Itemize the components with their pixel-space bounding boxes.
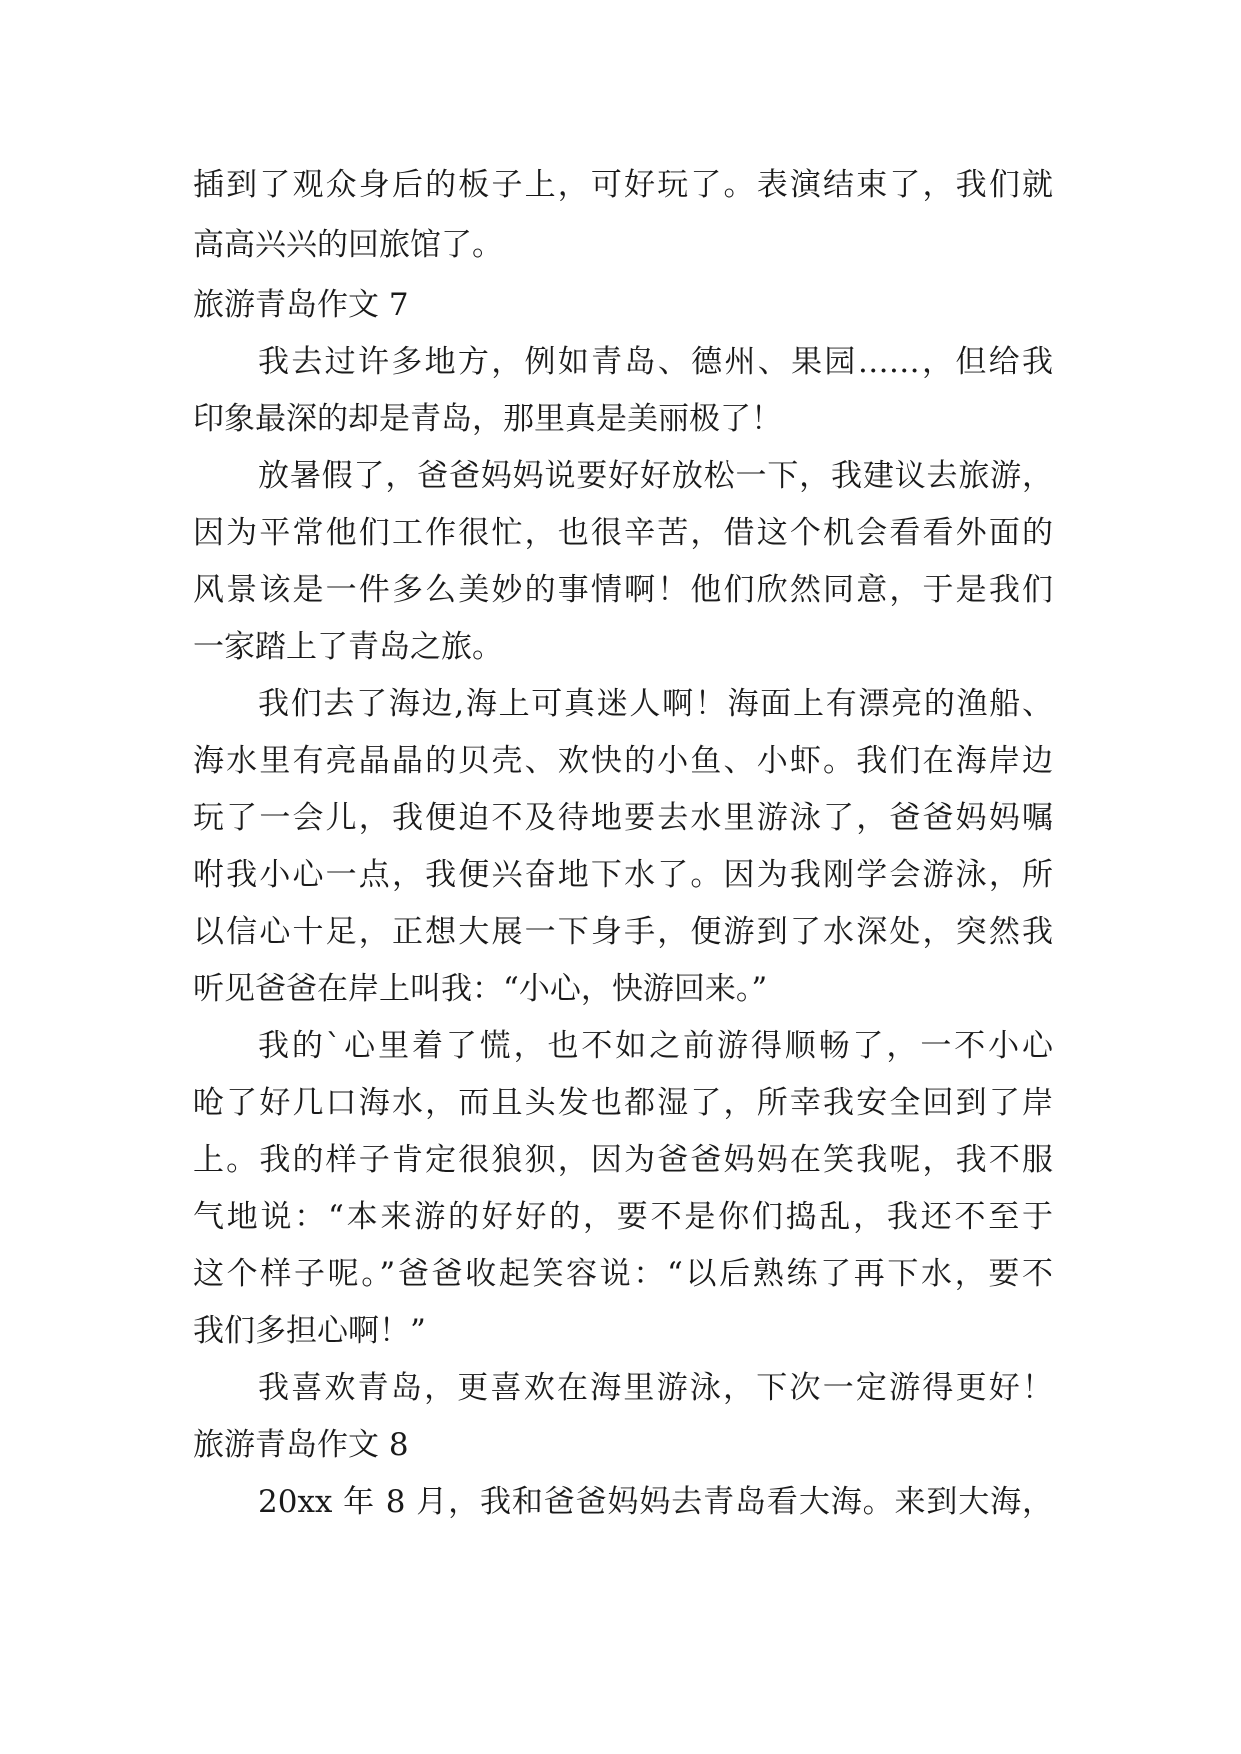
paragraph-line: 我们去了海边,海上可真迷人啊！海面上有漂亮的渔船、 bbox=[258, 686, 1053, 722]
paragraph-line: 听见爸爸在岸上叫我：“小心，快游回来。” bbox=[193, 971, 768, 1007]
paragraph-line: 我喜欢青岛，更喜欢在海里游泳，下次一定游得更好！ bbox=[258, 1370, 1053, 1406]
paragraph-line: 我的`心里着了慌，也不如之前游得顺畅了，一不小心 bbox=[258, 1028, 1053, 1064]
paragraph-line: 风景该是一件多么美妙的事情啊！他们欣然同意，于是我们 bbox=[193, 572, 1053, 608]
paragraph-line: 玩了一会儿，我便迫不及待地要去水里游泳了，爸爸妈妈嘱 bbox=[193, 800, 1053, 836]
paragraph-line: 印象最深的却是青岛，那里真是美丽极了！ bbox=[193, 401, 782, 437]
paragraph-line: 气地说：“本来游的好好的，要不是你们捣乱，我还不至于 bbox=[193, 1199, 1053, 1235]
paragraph-line: 咐我小心一点，我便兴奋地下水了。因为我刚学会游泳，所 bbox=[193, 857, 1053, 893]
paragraph-line: 我们多担心啊！” bbox=[193, 1313, 426, 1349]
paragraph-line: 海水里有亮晶晶的贝壳、欢快的小鱼、小虾。我们在海岸边 bbox=[193, 743, 1053, 779]
paragraph-line: 20xx 年 8 月，我和爸爸妈妈去青岛看大海。来到大海， bbox=[258, 1484, 1053, 1520]
section-heading: 旅游青岛作文 7 bbox=[193, 287, 409, 323]
paragraph-line: 放暑假了，爸爸妈妈说要好好放松一下，我建议去旅游， bbox=[258, 458, 1053, 494]
paragraph-line: 一家踏上了青岛之旅。 bbox=[193, 629, 503, 665]
paragraph-line: 呛了好几口海水，而且头发也都湿了，所幸我安全回到了岸 bbox=[193, 1085, 1053, 1121]
paragraph-line: 插到了观众身后的板子上，可好玩了。表演结束了，我们就 bbox=[193, 167, 1053, 203]
paragraph-line: 以信心十足，正想大展一下身手，便游到了水深处，突然我 bbox=[193, 914, 1053, 950]
paragraph-line: 我去过许多地方，例如青岛、德州、果园……，但给我 bbox=[258, 344, 1053, 380]
paragraph-line: 高高兴兴的回旅馆了。 bbox=[193, 227, 503, 263]
paragraph-line: 这个样子呢。”爸爸收起笑容说：“以后熟练了再下水，要不 bbox=[193, 1256, 1053, 1292]
section-heading: 旅游青岛作文 8 bbox=[193, 1427, 409, 1463]
paragraph-line: 上。我的样子肯定很狼狈，因为爸爸妈妈在笑我呢，我不服 bbox=[193, 1142, 1053, 1178]
paragraph-line: 因为平常他们工作很忙，也很辛苦，借这个机会看看外面的 bbox=[193, 515, 1053, 551]
